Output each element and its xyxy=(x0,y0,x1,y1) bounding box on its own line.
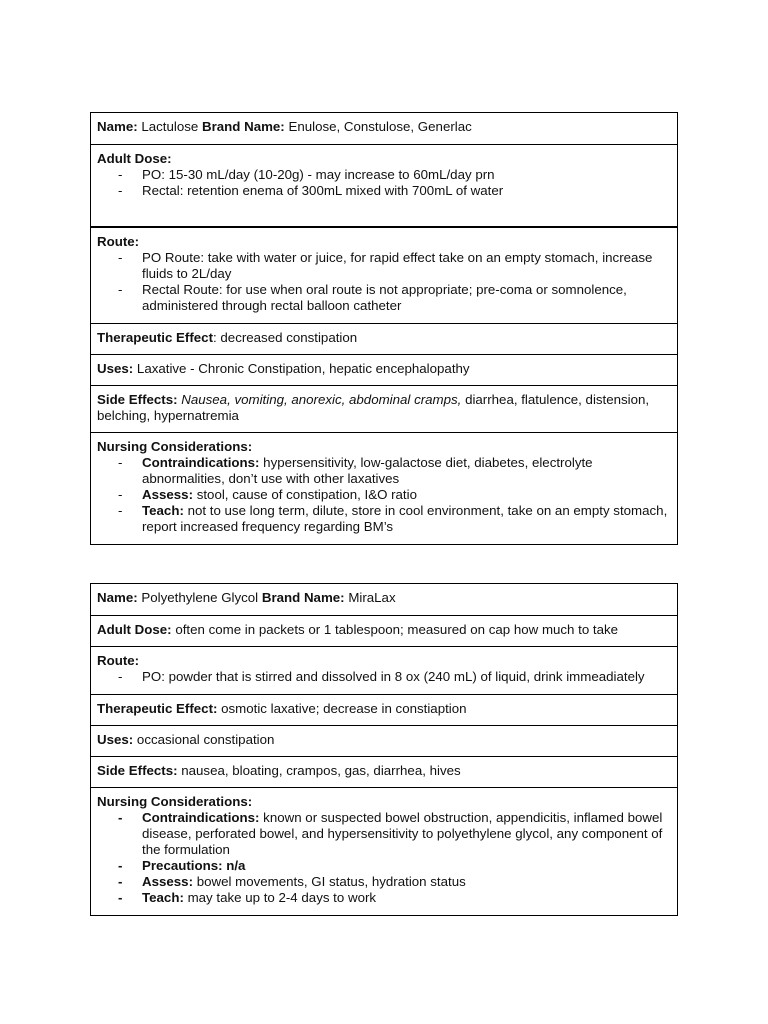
route-label: Route: xyxy=(97,234,140,249)
effect-row xyxy=(91,694,677,725)
dose-row xyxy=(91,615,677,646)
name-label: Name: xyxy=(97,119,138,134)
route-row xyxy=(91,646,677,694)
name-row xyxy=(91,584,677,615)
nursing-row xyxy=(91,787,677,915)
teach-value: may take up to 2-4 days to work xyxy=(187,890,377,905)
route-list xyxy=(97,669,671,685)
dose-list xyxy=(97,167,671,199)
dose-label: Adult Dose: xyxy=(97,622,172,637)
contra-value: hypersensitivity, low-galactose diet, diabetes, electrolyte abnormalities, don’t use with other laxatives xyxy=(142,455,593,486)
list-item xyxy=(97,874,671,890)
drug-card-lactulose xyxy=(90,112,678,545)
teach-label: Teach: xyxy=(142,503,184,518)
effect-value: : decreased constipation xyxy=(213,330,358,345)
brand-label: Brand Name: xyxy=(201,119,285,134)
side-effects-row xyxy=(91,385,677,432)
list-item xyxy=(97,810,671,858)
route-row xyxy=(91,226,677,323)
nursing-list xyxy=(97,810,671,906)
uses-label: Uses: xyxy=(97,361,134,376)
list-item: - Rectal Route: for use when oral route is not appropriate; pre-coma or somnolence, administered through rectal balloon catheter xyxy=(97,282,671,314)
precautions-label: Precautions: n/a xyxy=(142,858,246,873)
drug-card-polyethylene-glycol xyxy=(90,583,678,916)
side-effects-value: nausea, bloating, crampos, gas, diarrhea, hives xyxy=(181,763,461,778)
list-item: - PO: powder that is stirred and dissolved in 8 ox (240 mL) of liquid, drink immeadiately xyxy=(97,669,671,685)
dose-label: Adult Dose: xyxy=(97,151,172,166)
assess-value: stool, cause of constipation, I&O ratio xyxy=(196,487,417,502)
list-item xyxy=(97,890,671,906)
drug-name: Polyethylene Glycol xyxy=(141,590,259,605)
uses-value: Laxative - Chronic Constipation, hepatic encephalopathy xyxy=(136,361,470,376)
route-list xyxy=(97,250,671,314)
brand-name: MiraLax xyxy=(348,590,396,605)
list-item: - PO Route: take with water or juice, for rapid effect take on an empty stomach, increase fluids to 2L/day xyxy=(97,250,671,282)
nursing-list xyxy=(97,455,671,535)
nursing-row xyxy=(91,432,677,544)
effect-label: Therapeutic Effect xyxy=(97,330,214,345)
nursing-label: Nursing Considerations: xyxy=(97,794,253,809)
assess-value: bowel movements, GI status, hydration status xyxy=(196,874,466,889)
list-item xyxy=(97,487,671,503)
effect-value: osmotic laxative; decrease in constiaption xyxy=(221,701,467,716)
list-item xyxy=(97,455,671,487)
uses-row xyxy=(91,725,677,756)
list-item xyxy=(97,858,671,874)
uses-label: Uses: xyxy=(97,732,134,747)
name-row xyxy=(91,113,677,144)
list-item: - PO: 15-30 mL/day (10-20g) - may increase to 60mL/day prn xyxy=(97,167,671,183)
contra-label: Contraindications: xyxy=(142,455,260,470)
side-effects-row xyxy=(91,756,677,787)
list-item xyxy=(97,503,671,535)
side-effects-italic: Nausea, vomiting, anorexic, abdominal cramps, xyxy=(181,392,462,407)
teach-label: Teach: xyxy=(142,890,184,905)
uses-row xyxy=(91,354,677,385)
dose-value: often come in packets or 1 tablespoon; measured on cap how much to take xyxy=(175,622,619,637)
route-label: Route: xyxy=(97,653,140,668)
name-label: Name: xyxy=(97,590,138,605)
brand-label: Brand Name: xyxy=(261,590,345,605)
drug-name: Lactulose xyxy=(141,119,199,134)
list-item: - Rectal: retention enema of 300mL mixed with 700mL of water xyxy=(97,183,671,199)
effect-label: Therapeutic Effect: xyxy=(97,701,218,716)
side-effects-label: Side Effects: xyxy=(97,763,178,778)
assess-label: Assess: xyxy=(142,487,194,502)
side-effects-value: diarrhea, flatulence, distension, belching, hypernatremia xyxy=(97,392,650,423)
contra-value: known or suspected bowel obstruction, appendicitis, inflamed bowel disease, perforated bowel, and hypersensitivity to polyethylene glycol, any component of the formulation xyxy=(142,810,663,857)
contra-label: Contraindications: xyxy=(142,810,260,825)
teach-value: not to use long term, dilute, store in cool environment, take on an empty stomach, report increased frequency regarding BM’s xyxy=(142,503,668,534)
assess-label: Assess: xyxy=(142,874,194,889)
effect-row xyxy=(91,323,677,354)
nursing-label: Nursing Considerations: xyxy=(97,439,253,454)
dose-row xyxy=(91,144,677,226)
side-effects-label: Side Effects: xyxy=(97,392,178,407)
brand-name: Enulose, Constulose, Generlac xyxy=(288,119,472,134)
uses-value: occasional constipation xyxy=(136,732,275,747)
